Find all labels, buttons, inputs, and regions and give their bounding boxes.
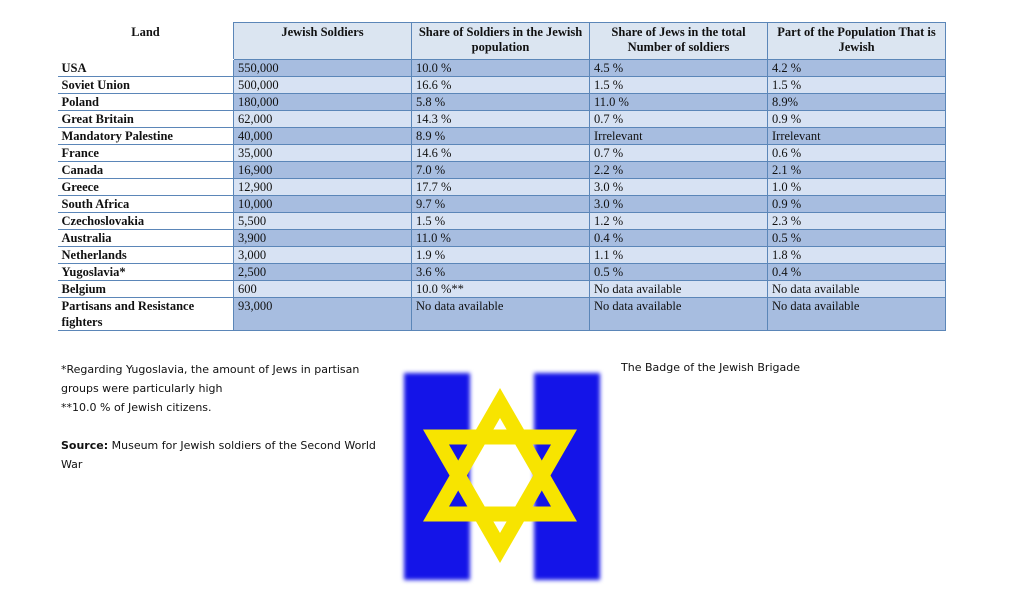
header-share-soldiers: Share of Soldiers in the Jewish population	[412, 23, 590, 60]
cell-share-jews: No data available	[590, 281, 768, 298]
cell-land: Poland	[58, 94, 234, 111]
cell-population: 8.9%	[768, 94, 946, 111]
header-land: Land	[58, 23, 234, 60]
cell-soldiers: 600	[234, 281, 412, 298]
cell-share-jews: 0.7 %	[590, 111, 768, 128]
cell-soldiers: 5,500	[234, 213, 412, 230]
cell-population: 2.1 %	[768, 162, 946, 179]
table-row	[58, 94, 946, 111]
footnote-yugoslavia: *Regarding Yugoslavia, the amount of Jews in partisan groups were particularly high	[61, 363, 360, 395]
cell-population: 1.5 %	[768, 77, 946, 94]
cell-share-soldiers: No data available	[412, 298, 590, 331]
source-note	[61, 436, 381, 474]
table-row	[58, 196, 946, 213]
cell-share-soldiers: 8.9 %	[412, 128, 590, 145]
cell-population: 1.8 %	[768, 247, 946, 264]
cell-land: Greece	[58, 179, 234, 196]
jewish-brigade-badge	[400, 373, 602, 580]
table-row	[58, 162, 946, 179]
cell-land: Netherlands	[58, 247, 234, 264]
table-row	[58, 230, 946, 247]
cell-population: 4.2 %	[768, 60, 946, 77]
star-of-david-icon	[400, 373, 602, 580]
cell-soldiers: 35,000	[234, 145, 412, 162]
cell-soldiers: 40,000	[234, 128, 412, 145]
cell-share-jews: Irrelevant	[590, 128, 768, 145]
cell-share-soldiers: 5.8 %	[412, 94, 590, 111]
table-row	[58, 298, 946, 331]
cell-land: Partisans and Resistance fighters	[58, 298, 234, 331]
cell-soldiers: 550,000	[234, 60, 412, 77]
cell-soldiers: 500,000	[234, 77, 412, 94]
cell-share-jews: 0.5 %	[590, 264, 768, 281]
cell-soldiers: 16,900	[234, 162, 412, 179]
cell-soldiers: 62,000	[234, 111, 412, 128]
cell-share-jews: 1.5 %	[590, 77, 768, 94]
cell-population: 0.5 %	[768, 230, 946, 247]
cell-land: Canada	[58, 162, 234, 179]
header-jewish-soldiers: Jewish Soldiers	[234, 23, 412, 60]
cell-population: 0.4 %	[768, 264, 946, 281]
footnotes	[61, 360, 381, 474]
cell-land: France	[58, 145, 234, 162]
cell-land: Great Britain	[58, 111, 234, 128]
cell-share-jews: 1.1 %	[590, 247, 768, 264]
cell-soldiers: 180,000	[234, 94, 412, 111]
table-row	[58, 247, 946, 264]
badge-caption: The Badge of the Jewish Brigade	[621, 361, 800, 374]
cell-land: South Africa	[58, 196, 234, 213]
cell-soldiers: 3,000	[234, 247, 412, 264]
cell-population: 0.9 %	[768, 111, 946, 128]
table-body	[58, 60, 946, 331]
cell-share-jews: 3.0 %	[590, 196, 768, 213]
soldiers-table	[57, 22, 946, 331]
table-header-row	[58, 23, 946, 60]
cell-land: Soviet Union	[58, 77, 234, 94]
table-row	[58, 281, 946, 298]
cell-share-soldiers: 9.7 %	[412, 196, 590, 213]
cell-share-jews: 0.4 %	[590, 230, 768, 247]
cell-share-soldiers: 7.0 %	[412, 162, 590, 179]
cell-land: Mandatory Palestine	[58, 128, 234, 145]
cell-share-soldiers: 17.7 %	[412, 179, 590, 196]
cell-share-soldiers: 16.6 %	[412, 77, 590, 94]
cell-land: Czechoslovakia	[58, 213, 234, 230]
cell-share-jews: 2.2 %	[590, 162, 768, 179]
cell-share-jews: 11.0 %	[590, 94, 768, 111]
table-row	[58, 111, 946, 128]
cell-soldiers: 93,000	[234, 298, 412, 331]
cell-share-soldiers: 10.0 %	[412, 60, 590, 77]
cell-share-soldiers: 10.0 %**	[412, 281, 590, 298]
cell-share-soldiers: 3.6 %	[412, 264, 590, 281]
table-row	[58, 145, 946, 162]
header-share-jews: Share of Jews in the total Number of soldiers	[590, 23, 768, 60]
table-row	[58, 77, 946, 94]
cell-land: Belgium	[58, 281, 234, 298]
cell-share-soldiers: 14.6 %	[412, 145, 590, 162]
source-label: Source:	[61, 439, 109, 452]
cell-share-soldiers: 1.9 %	[412, 247, 590, 264]
cell-land: Yugoslavia*	[58, 264, 234, 281]
cell-population: 0.6 %	[768, 145, 946, 162]
cell-soldiers: 12,900	[234, 179, 412, 196]
cell-population: 2.3 %	[768, 213, 946, 230]
table-row	[58, 60, 946, 77]
cell-share-jews: 4.5 %	[590, 60, 768, 77]
table-row	[58, 179, 946, 196]
table-row	[58, 128, 946, 145]
table-row	[58, 264, 946, 281]
header-population: Part of the Population That is Jewish	[768, 23, 946, 60]
cell-population: 1.0 %	[768, 179, 946, 196]
cell-share-jews: No data available	[590, 298, 768, 331]
cell-population: No data available	[768, 281, 946, 298]
table-row	[58, 213, 946, 230]
cell-soldiers: 3,900	[234, 230, 412, 247]
cell-population: 0.9 %	[768, 196, 946, 213]
cell-share-jews: 0.7 %	[590, 145, 768, 162]
cell-share-soldiers: 1.5 %	[412, 213, 590, 230]
cell-population: No data available	[768, 298, 946, 331]
cell-land: USA	[58, 60, 234, 77]
cell-land: Australia	[58, 230, 234, 247]
cell-share-jews: 1.2 %	[590, 213, 768, 230]
cell-share-soldiers: 14.3 %	[412, 111, 590, 128]
footnote-belgium: **10.0 % of Jewish citizens.	[61, 401, 212, 414]
source-text: Museum for Jewish soldiers of the Second World War	[61, 439, 376, 471]
cell-soldiers: 10,000	[234, 196, 412, 213]
cell-soldiers: 2,500	[234, 264, 412, 281]
cell-population: Irrelevant	[768, 128, 946, 145]
cell-share-jews: 3.0 %	[590, 179, 768, 196]
cell-share-soldiers: 11.0 %	[412, 230, 590, 247]
